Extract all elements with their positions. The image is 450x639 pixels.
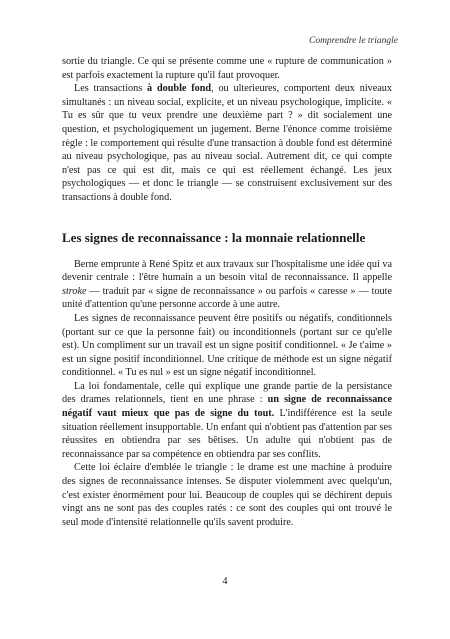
section-heading: Les signes de reconnaissance : la monnaie relationnelle bbox=[62, 229, 366, 245]
body-text bbox=[62, 55, 392, 529]
paragraph-text: L'indifférence est la seule situation réellement insupportable. Un enfant qui n'obtient pas d'attention par ses réussites en obtiendra par ses bêtises. Un adulte qui n'obtient pas de reconnaissance par sa compétence en obtiendra par ses conflits. bbox=[62, 408, 392, 460]
paragraph-text: , ou ulterieures, comportent deux niveaux simultanés : un niveau social, explicite, et un niveau psychologique, implicite. « Tu es sûr que tu veux prendre une deuxième part ? » dit socialement une question, et psychologiquement un jugement. Berne l'énonce comme troisième règle : le comportement qui résulte d'une transaction à double fond est déterminé au niveau psychologique, pas au niveau social. Autrement dit, ce qui compte n'est pas ce qui est dit, mais ce qui est réellement échangé. Les jeux psychologiques — et donc le triangle — se construisent exclusivement sur des transactions à double fond. bbox=[62, 83, 392, 203]
paragraph bbox=[62, 258, 392, 312]
paragraph-text: Les signes de reconnaissance peuvent être positifs ou négatifs, conditionnels (portant sur ce que la personne fait) ou inconditionnels (portant sur ce qu'elle est). Un compliment sur un travail est un signe positif conditionnel. « Je t'aime » est un signe positif inconditionnel. Une critique de méthode est un signe négatif conditionnel. « Tu es nul » est un signe négatif inconditionnel. bbox=[62, 312, 392, 379]
running-head: Comprendre le triangle bbox=[308, 36, 398, 46]
paragraph bbox=[62, 82, 392, 204]
paragraph bbox=[62, 55, 392, 82]
paragraph bbox=[62, 312, 392, 380]
paragraph-text: sortie du triangle. Ce qui se présente comme une « rupture de communication » est parfois exactement la rupture qu'il faut provoquer. bbox=[62, 56, 392, 81]
italic-term: stroke bbox=[62, 285, 87, 297]
paragraph-text: Cette loi éclaire d'emblée le triangle : le drame est une machine à produire des signes de reconnaissance intenses. Se disputer violemment avec quelqu'un, c'est exister énormément pour lui. Beaucoup de couples qui se déchirent depuis vingt ans ne sont pas des couples ratés : ce sont des couples qui ont trouvé le seul mode d'intensité relationnelle qu'ils savent produire. bbox=[62, 462, 392, 528]
bold-statement: un signe de reconnaissance négatif vaut mieux que pas de signe du tout. bbox=[62, 394, 393, 420]
paragraph-text: Berne emprunte à René Spitz et aux travaux sur l'hospitalisme une idée qui va devenir centrale : l'être humain a un besoin vital de reconnaissance. Il appelle bbox=[62, 258, 392, 284]
paragraph-text: — traduit par « signe de reconnaissance » ou parfois « caresse » — toute unité d'attention qu'une personne accorde à une autre. bbox=[62, 285, 392, 311]
paragraph-text: La loi fondamentale, celle qui explique une grande partie de la persistance des drames relationnels, tient en une phrase : bbox=[62, 380, 392, 406]
page-number: 4 bbox=[222, 576, 228, 587]
bold-term: à double fond bbox=[147, 83, 212, 95]
paragraph bbox=[62, 380, 392, 462]
paragraph-text: Les transactions bbox=[74, 83, 148, 95]
paragraph bbox=[62, 461, 392, 529]
